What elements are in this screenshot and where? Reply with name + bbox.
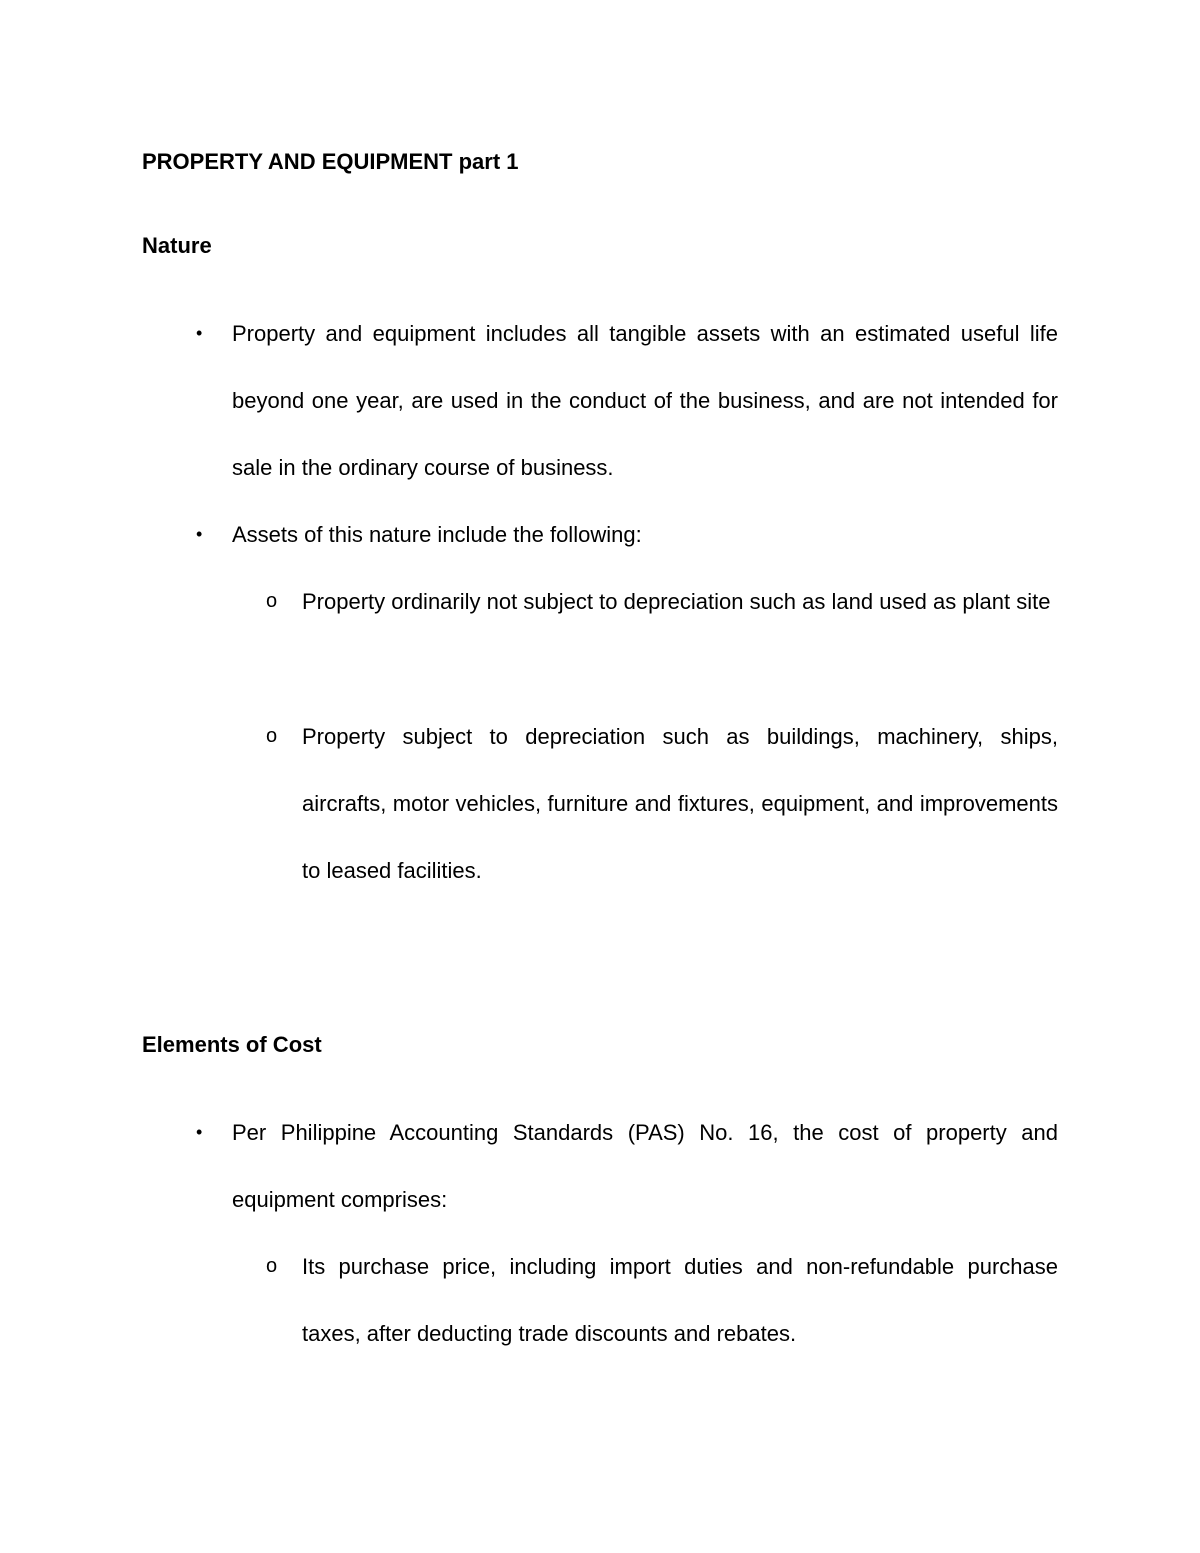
bullet-icon: • [196,1122,203,1142]
list-item [196,501,1058,568]
sub-list-item [266,568,1058,635]
circle-bullet-icon: o [266,1255,278,1277]
section-heading-elements-of-cost: Elements of Cost [142,1032,322,1057]
document-title: PROPERTY AND EQUIPMENT part 1 [142,149,519,174]
sub-list-item [266,1233,1058,1367]
circle-bullet-icon: o [266,725,278,747]
list-item [196,1099,1058,1233]
list-item-text: Assets of this nature include the following: [232,522,642,547]
list-item [196,300,1058,501]
sub-list-item [266,703,1058,904]
bullet-icon: • [196,323,203,343]
list-item-text: Per Philippine Accounting Standards (PAS) No. 16, the cost of property and equipment comprises: [232,1120,1058,1212]
list-item-text: Property and equipment includes all tangible assets with an estimated useful life beyond one year, are used in the conduct of the business, and are not intended for sale in the ordinary course of business. [232,321,1058,480]
sub-list-item-text: Property subject to depreciation such as buildings, machinery, ships, aircrafts, motor vehicles, furniture and fixtures, equipment, and improvements to leased facilities. [302,724,1058,883]
section-heading-nature: Nature [142,233,212,258]
sub-list-item-text: Its purchase price, including import duties and non-refundable purchase taxes, after deducting trade discounts and rebates. [302,1254,1058,1346]
bullet-icon: • [196,524,203,544]
circle-bullet-icon: o [266,590,278,612]
sub-list-item-text: Property ordinarily not subject to depreciation such as land used as plant site [302,589,1051,614]
